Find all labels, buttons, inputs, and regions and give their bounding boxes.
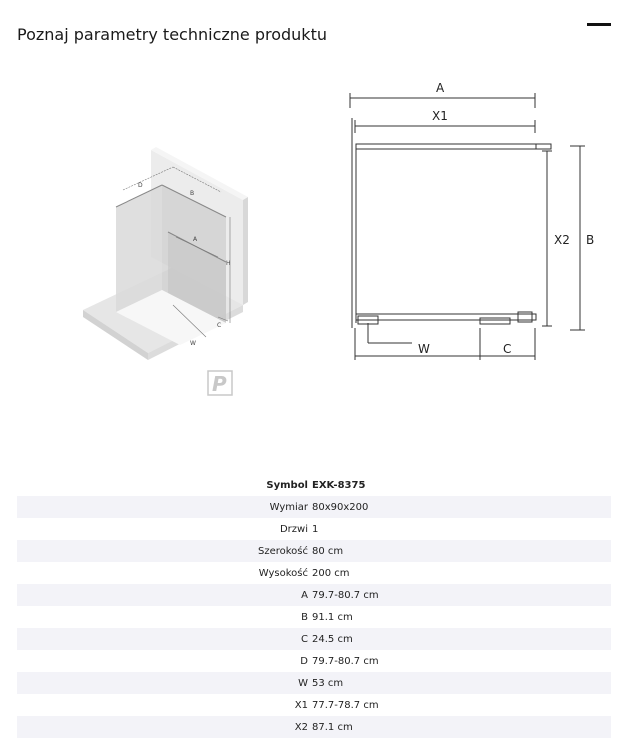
plan-label-x1: X1: [432, 109, 448, 123]
spec-row: [17, 540, 611, 562]
plan-label-x2: X2: [554, 233, 570, 247]
iso-label-b: B: [190, 190, 195, 197]
spec-key: A: [301, 589, 308, 601]
spec-row: [17, 628, 611, 650]
iso-label-w: W: [190, 340, 196, 347]
spec-key: Wymiar: [269, 501, 308, 513]
spec-value: 200 cm: [312, 567, 350, 579]
spec-row: [17, 474, 611, 496]
product-isometric-drawing: [78, 145, 253, 400]
spec-value: 80 cm: [312, 545, 344, 557]
spec-key: D: [300, 655, 308, 667]
spec-value: 79.7-80.7 cm: [312, 589, 379, 601]
iso-label-d: D: [138, 182, 143, 189]
spec-key: X2: [294, 721, 308, 733]
spec-row: [17, 716, 611, 738]
spec-key: Drzwi: [279, 523, 308, 535]
iso-label-a: A: [193, 236, 198, 243]
spec-row: [17, 606, 611, 628]
spec-value: 87.1 cm: [312, 721, 353, 733]
plan-label-w: W: [418, 342, 430, 356]
iso-label-h: H: [226, 260, 231, 267]
spec-key: X1: [294, 699, 308, 711]
plan-label-c: C: [503, 342, 512, 356]
collapse-icon[interactable]: [587, 23, 611, 26]
spec-key: Symbol: [266, 479, 308, 491]
spec-key: W: [298, 677, 308, 689]
spec-key: B: [301, 611, 308, 623]
iso-label-c: C: [217, 322, 222, 329]
spec-value: 79.7-80.7 cm: [312, 655, 379, 667]
spec-value: EXK-8375: [312, 479, 366, 491]
spec-value: 53 cm: [312, 677, 344, 689]
spec-value: 91.1 cm: [312, 611, 353, 623]
spec-key: Wysokość: [258, 567, 308, 579]
spec-row: [17, 584, 611, 606]
spec-row: [17, 650, 611, 672]
spec-row: [17, 518, 611, 540]
plan-label-b: B: [586, 233, 595, 247]
section-title: Poznaj parametry techniczne produktu: [17, 25, 327, 44]
brand-logo-letter: P: [212, 372, 227, 396]
spec-value: 24.5 cm: [312, 633, 353, 645]
plan-view-drawing: [340, 78, 600, 363]
spec-row: [17, 672, 611, 694]
spec-value: 77.7-78.7 cm: [312, 699, 379, 711]
spec-table: [17, 474, 611, 738]
spec-key: C: [301, 633, 308, 645]
spec-row: [17, 562, 611, 584]
spec-row: [17, 496, 611, 518]
spec-value: 80x90x200: [312, 501, 369, 513]
plan-label-a: A: [436, 81, 445, 95]
spec-row: [17, 694, 611, 716]
spec-key: Szerokość: [257, 545, 308, 557]
spec-value: 1: [312, 523, 319, 535]
